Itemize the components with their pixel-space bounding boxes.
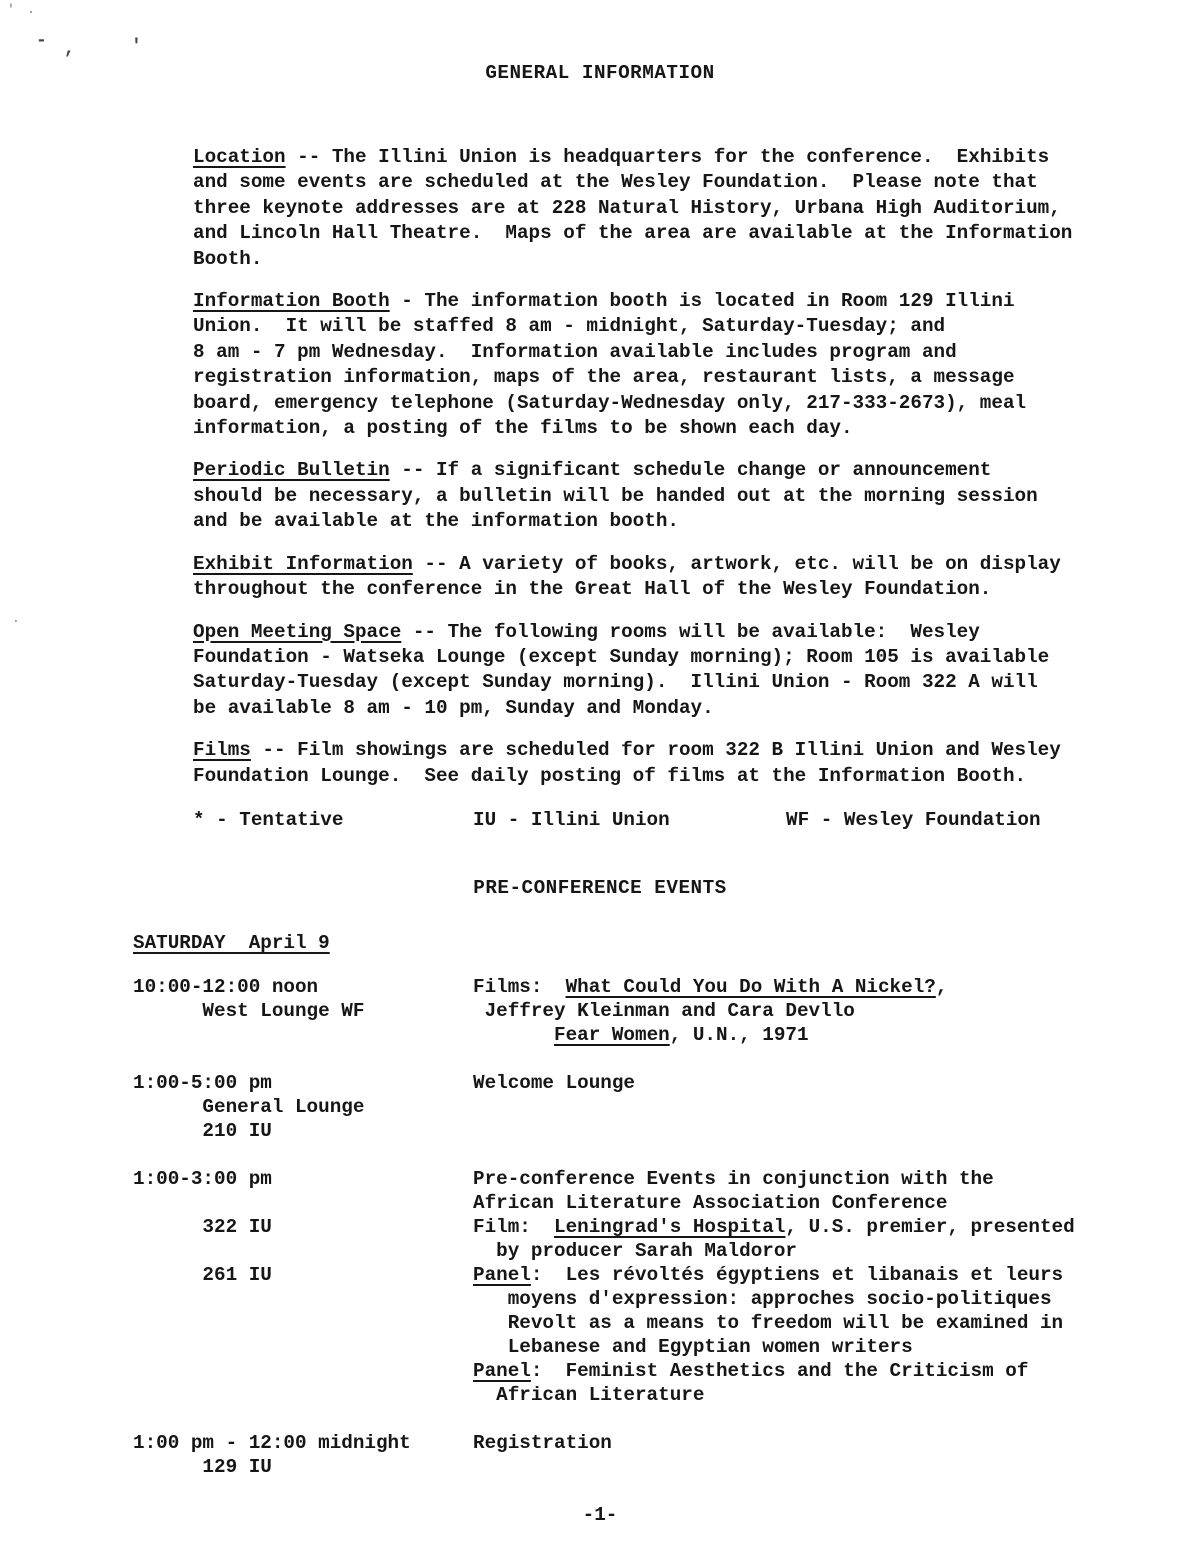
text-line: Films -- Film showings are scheduled for room 322 B Illini Union and Wesley xyxy=(193,739,1061,762)
text-line: and some events are scheduled at the Wesley Foundation. Please note that xyxy=(193,171,1038,194)
event-time-location xyxy=(133,1431,473,1479)
schedule-row-welcome-lounge xyxy=(133,1071,1200,1143)
text-line: 1:00 pm - 12:00 midnight xyxy=(133,1431,411,1454)
scan-artifact: . xyxy=(12,611,20,626)
event-description xyxy=(473,975,947,1047)
text-line: by producer Sarah Maldoror xyxy=(473,1239,797,1262)
legend-illini-union: IU - Illini Union xyxy=(473,808,670,831)
text-line: Union. It will be staffed 8 am - midnight, Saturday-Tuesday; and xyxy=(193,315,946,338)
text-line: registration information, maps of the area, restaurant lists, a message xyxy=(193,366,1015,389)
text-line: Panel: Les révoltés égyptiens et libanais et leurs xyxy=(473,1263,1064,1286)
text-line: 1:00-3:00 pm xyxy=(133,1167,272,1190)
day-heading-saturday xyxy=(133,931,1200,956)
text-line: Lebanese and Egyptian women writers xyxy=(473,1335,913,1358)
paragraph-open-meeting-space xyxy=(193,620,1200,722)
text-line: Booth. xyxy=(193,247,263,270)
text-line: Panel: Feminist Aesthetics and the Criticism of xyxy=(473,1359,1029,1382)
paragraph-location xyxy=(193,145,1200,272)
day-heading-text: SATURDAY April 9 xyxy=(133,931,330,954)
page-title: GENERAL INFORMATION xyxy=(485,62,715,84)
scan-artifact: - xyxy=(36,31,47,51)
text-line: Information Booth - The information booth is located in Room 129 Illini xyxy=(193,290,1015,313)
text-line: Foundation Lounge. See daily posting of films at the Information Booth. xyxy=(193,764,1027,787)
text-line: African Literature xyxy=(473,1383,705,1406)
paragraph-information-booth xyxy=(193,289,1200,441)
text-line: 322 IU xyxy=(133,1215,272,1238)
scan-artifact: , xyxy=(64,39,75,59)
scan-artifact: ' xyxy=(131,37,142,57)
text-line: and be available at the information booth. xyxy=(193,510,679,533)
schedule-row-films xyxy=(133,975,1200,1047)
text-line: Fear Women, U.N., 1971 xyxy=(554,1023,809,1046)
text-line: information, a posting of the films to be shown each day. xyxy=(193,417,853,440)
text-line: 10:00-12:00 noon xyxy=(133,975,319,998)
legend-wesley-foundation: WF - Wesley Foundation xyxy=(786,808,1041,831)
legend-tentative: * - Tentative xyxy=(193,808,344,831)
event-time-location xyxy=(133,1071,473,1143)
text-line: Saturday-Tuesday (except Sunday morning). Illini Union - Room 322 A will xyxy=(193,671,1038,694)
text-line: Foundation - Watseka Lounge (except Sunday morning); Room 105 is available xyxy=(193,645,1050,668)
page-number: -1- xyxy=(582,1503,618,1526)
event-description xyxy=(473,1167,1075,1407)
text-line: General Lounge xyxy=(133,1095,365,1118)
paragraph-films xyxy=(193,738,1200,789)
text-line: 210 IU xyxy=(133,1119,272,1142)
event-schedule xyxy=(133,975,1200,1479)
text-line: Open Meeting Space -- The following rooms will be available: Wesley xyxy=(193,620,980,643)
text-line: Location -- The Illini Union is headquarters for the conference. Exhibits xyxy=(193,146,1050,168)
text-line: Films: What Could You Do With A Nickel?, xyxy=(473,975,948,998)
text-line: and Lincoln Hall Theatre. Maps of the area are available at the Information xyxy=(193,222,1073,245)
event-time-location xyxy=(133,1167,473,1407)
text-line: Pre-conference Events in conjunction with the xyxy=(473,1167,994,1190)
schedule-row-registration xyxy=(133,1431,1200,1479)
general-information-section xyxy=(193,145,1200,789)
scan-artifact: . xyxy=(27,2,35,17)
text-line: throughout the conference in the Great Hall of the Wesley Foundation. xyxy=(193,578,992,601)
text-line: should be necessary, a bulletin will be handed out at the morning session xyxy=(193,484,1038,507)
text-line: moyens d'expression: approches socio-politiques xyxy=(473,1287,1052,1310)
event-description xyxy=(473,1071,635,1143)
text-line: three keynote addresses are at 228 Natural History, Urbana High Auditorium, xyxy=(193,196,1061,219)
abbreviation-legend xyxy=(133,808,1200,833)
text-line xyxy=(133,1239,473,1263)
event-time-location xyxy=(133,975,473,1047)
text-line: African Literature Association Conference xyxy=(473,1191,948,1214)
text-line: Exhibit Information -- A variety of books, artwork, etc. will be on display xyxy=(193,552,1061,575)
text-line: Jeffrey Kleinman and Cara Devllo xyxy=(473,999,855,1022)
text-line: 261 IU xyxy=(133,1263,272,1286)
paragraph-exhibit-information xyxy=(193,552,1200,603)
text-line: 1:00-5:00 pm xyxy=(133,1071,272,1094)
text-line: Periodic Bulletin -- If a significant schedule change or announcement xyxy=(193,459,992,482)
text-line: board, emergency telephone (Saturday-Wednesday only, 217-333-2673), meal xyxy=(193,391,1027,414)
scan-artifact: ' xyxy=(7,2,15,17)
text-line: 129 IU xyxy=(133,1455,272,1478)
preconference-events-heading: PRE-CONFERENCE EVENTS xyxy=(473,876,727,899)
text-line: 8 am - 7 pm Wednesday. Information available includes program and xyxy=(193,340,957,363)
text-line: Revolt as a means to freedom will be examined in xyxy=(473,1311,1064,1334)
text-line: Film: Leningrad's Hospital, U.S. premier, presented xyxy=(473,1215,1075,1238)
event-description xyxy=(473,1431,612,1479)
paragraph-periodic-bulletin xyxy=(193,458,1200,534)
text-line: Registration xyxy=(473,1431,612,1454)
text-line: West Lounge WF xyxy=(133,999,365,1022)
text-line: Welcome Lounge xyxy=(473,1071,635,1094)
text-line: be available 8 am - 10 pm, Sunday and Monday. xyxy=(193,696,714,719)
schedule-row-preconference-events xyxy=(133,1167,1200,1407)
text-line xyxy=(133,1191,473,1215)
